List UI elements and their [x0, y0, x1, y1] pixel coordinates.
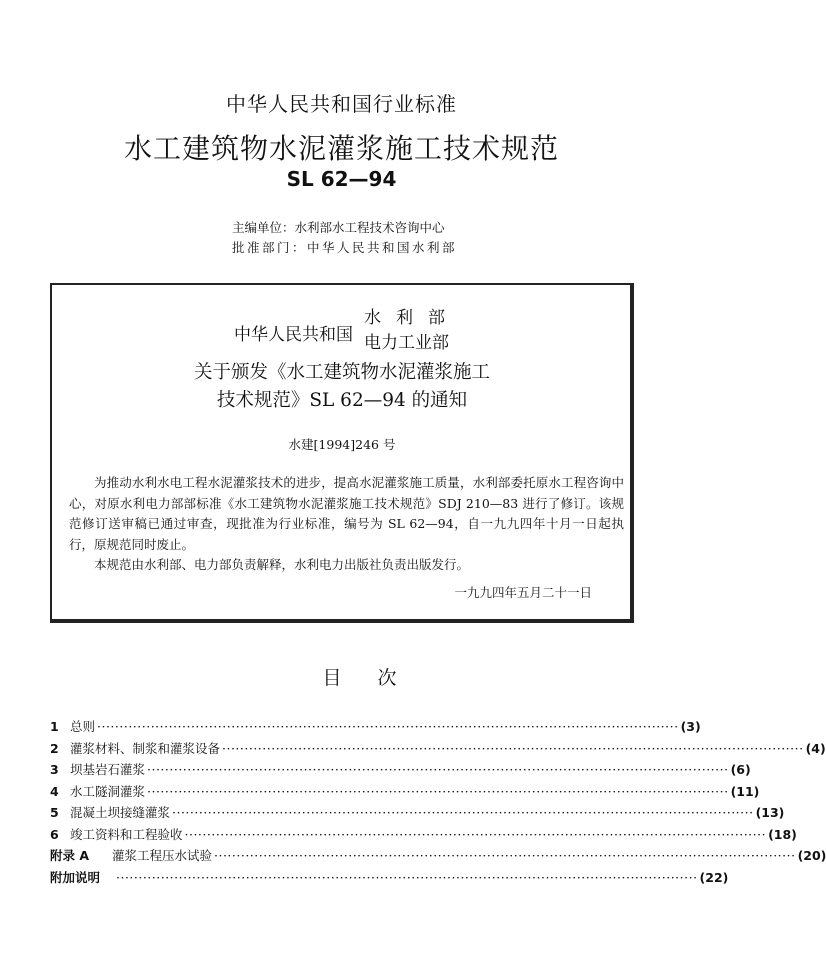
- industry-standard-label: 中华人民共和国行业标准: [226, 92, 457, 116]
- toc-leader-dots: ··································································································································: [222, 740, 804, 756]
- toc-leader-dots: ··································································································································: [214, 848, 796, 863]
- toc-item-page: (13): [755, 805, 785, 820]
- toc-item-page: (11): [730, 783, 760, 799]
- notice-heading-line-1: 关于颁发《水工建筑物水泥灌浆施工: [193, 362, 490, 383]
- toc-item-number: 6: [50, 826, 59, 842]
- toc-item-label: 总则: [70, 719, 96, 734]
- toc-item[interactable]: [50, 760, 751, 782]
- notice-country: 中华人民共和国: [234, 325, 353, 345]
- notice-paragraph: 为推动水利水电工程水泥灌浆技术的进步，提高水泥灌浆施工质量，水利部委托原水工程咨询中心，对原水利电力部部标准《水工建筑物水泥灌浆施工技术规范》SDJ 210—83 进行了修订。该规范修订送审稿已通过审查，现批准为行业标准，编号为 SL 62—94，自一九九四年十月一日起执行，原规范同时废止。: [69, 475, 624, 552]
- toc-item-number: 2: [50, 740, 59, 756]
- toc-item-number: 附加说明: [50, 869, 101, 885]
- toc-item-label: 竣工资料和工程验收: [70, 826, 183, 842]
- notice-heading-line-2: 技术规范》SL 62—94 的通知: [216, 390, 468, 411]
- toc-leader-dots: ··································································································································: [172, 805, 754, 820]
- notice-box: [50, 283, 634, 623]
- notice-body: [69, 473, 624, 576]
- toc-item-number: 4: [50, 783, 59, 799]
- toc-item-label: 灌浆工程压水试验: [112, 848, 213, 863]
- toc-item[interactable]: [50, 717, 701, 739]
- toc-item-label: 混凝土坝接缝灌浆: [70, 805, 171, 820]
- toc-item[interactable]: [50, 846, 826, 868]
- notice-ministry-water: 水利部: [364, 308, 460, 328]
- toc-item-label: 灌浆材料、制浆和灌浆设备: [70, 740, 221, 756]
- toc-leader-dots: ··································································································································: [147, 762, 729, 777]
- table-of-contents: [50, 717, 826, 889]
- toc-item-number: 5: [50, 805, 59, 820]
- toc-item[interactable]: [50, 739, 826, 761]
- notice-document-number: 水建[1994]246 号: [288, 437, 396, 452]
- document-title: 水工建筑物水泥灌浆施工技术规范: [123, 132, 559, 165]
- toc-leader-dots: ··································································································································: [97, 719, 679, 734]
- toc-item-page: (6): [730, 762, 751, 777]
- toc-item[interactable]: [50, 803, 785, 825]
- toc-item-page: (20): [797, 848, 826, 863]
- chief-editor-line: 主编单位：水利部水工程技术咨询中心: [232, 220, 445, 235]
- notice-date: 一九九四年五月二十一日: [454, 585, 592, 600]
- toc-leader-dots: ··································································································································: [184, 826, 767, 842]
- approver-line: 批准部门：中华人民共和国水利部: [232, 240, 458, 255]
- toc-item[interactable]: [50, 782, 760, 804]
- toc-item-label: 水工隧洞灌浆: [70, 783, 146, 799]
- toc-item-page: (4): [805, 740, 826, 756]
- toc-item-label: 坝基岩石灌浆: [70, 762, 146, 777]
- toc-item-number: 3: [50, 762, 59, 777]
- toc-item[interactable]: [50, 825, 797, 847]
- standard-code: SL 62—94: [286, 167, 397, 191]
- toc-item-number: 附录 A: [50, 848, 90, 863]
- toc-title: 目次: [322, 667, 433, 689]
- toc-item-number: 1: [50, 719, 59, 734]
- toc-leader-dots: ··································································································································: [116, 869, 698, 885]
- toc-leader-dots: ··································································································································: [147, 783, 729, 799]
- toc-item-page: (3): [680, 719, 701, 734]
- notice-ministries: [364, 306, 460, 356]
- toc-item-page: (22): [699, 869, 729, 885]
- toc-item-page: (18): [768, 826, 797, 842]
- toc-item[interactable]: [50, 868, 729, 890]
- notice-ministry-power: 电力工业部: [364, 333, 449, 353]
- notice-paragraph: 本规范由水利部、电力部负责解释，水利电力出版社负责出版发行。: [94, 557, 470, 572]
